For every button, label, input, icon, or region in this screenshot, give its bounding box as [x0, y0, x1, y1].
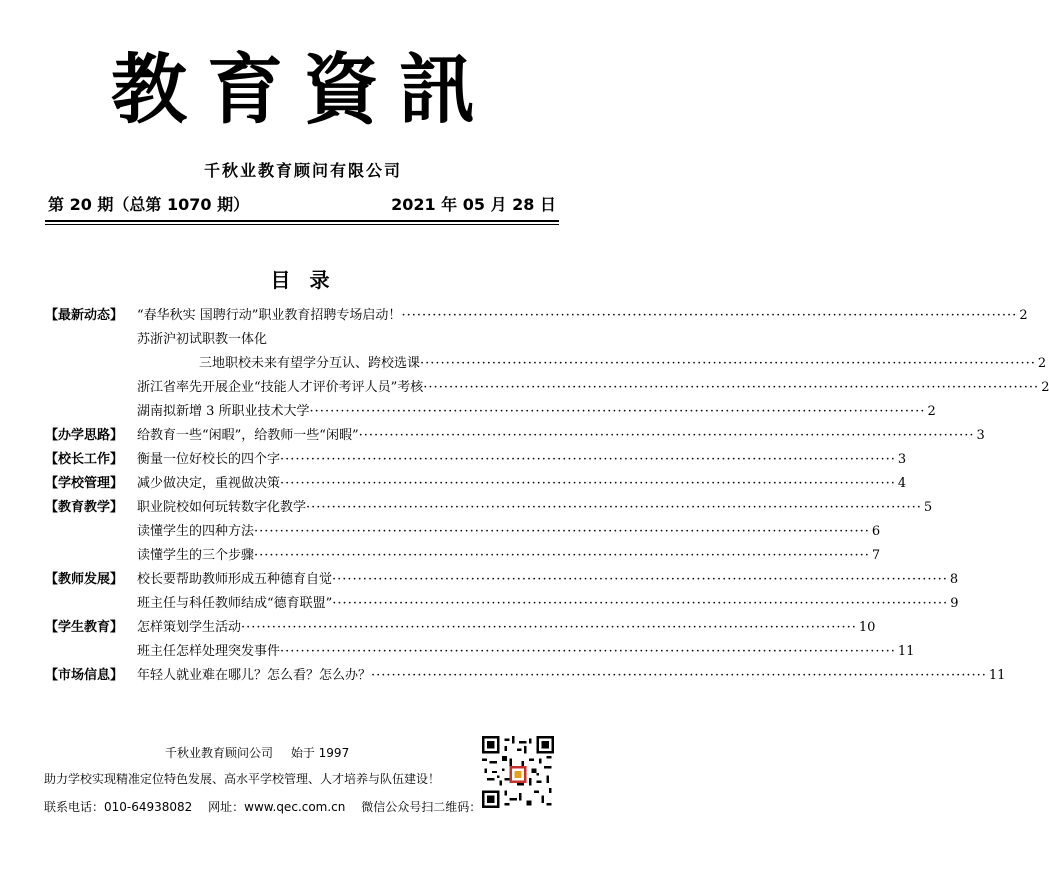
footer-slogan: 助力学校实现精准定位特色发展、高水平学校管理、人才培养与队伍建设！ [44, 772, 441, 786]
toc-row [45, 400, 936, 424]
toc-page-number: 11 [988, 668, 1006, 683]
toc-entry[interactable] [137, 376, 1049, 400]
toc-entry-title: 年轻人就业难在哪儿？怎么看？怎么办？ [137, 668, 372, 683]
toc-row [45, 376, 1049, 400]
header-rule-thick [45, 220, 559, 222]
toc-entry-title: 班主任怎样处理突发事件 [137, 644, 281, 659]
toc-entry-title: 校长要帮助教师形成五种德育自觉 [137, 572, 333, 587]
toc-entry[interactable] [137, 328, 557, 352]
toc-page-number: 4 [897, 476, 907, 491]
toc-row [45, 640, 915, 664]
toc-entry-title: 衡量一位好校长的四个字 [137, 452, 281, 467]
toc-row [45, 520, 881, 544]
toc-entry-title: 读懂学生的四种方法 [137, 524, 255, 539]
toc-leader-dots: ························································································································ [332, 596, 949, 611]
toc-page-number: 3 [976, 428, 985, 443]
toc-leader-dots: ························································································································ [280, 644, 896, 659]
toc-category: 【最新动态】 [45, 308, 124, 323]
toc-entry[interactable] [137, 640, 915, 664]
footer-wechat: 微信公众号扫二维码： [361, 800, 482, 814]
toc-entry-title: 怎样策划学生活动 [137, 620, 242, 635]
toc-entry-title: 减少做决定，重视做决策 [137, 476, 281, 491]
toc-row [45, 616, 876, 640]
toc-row [45, 568, 959, 592]
toc-row [45, 424, 985, 448]
toc-entry[interactable] [137, 616, 876, 640]
toc-entry[interactable] [137, 424, 985, 448]
toc-row [45, 328, 557, 352]
toc-leader-dots: ························································································································ [280, 452, 896, 467]
toc-leader-dots: ························································································································ [420, 356, 1036, 371]
toc-page-number: 8 [949, 572, 959, 587]
company-name: 千秋业教育顾问有限公司 [203, 161, 402, 180]
toc-category: 【教育教学】 [45, 500, 124, 515]
toc-leader-dots: ························································································································ [371, 668, 987, 683]
toc-entry[interactable] [137, 400, 936, 424]
toc-leader-dots: ························································································································ [401, 308, 1018, 323]
toc-category: 【市场信息】 [45, 668, 124, 683]
toc-page-number: 10 [858, 620, 876, 635]
footer-since: 始于 1997 [290, 746, 350, 760]
toc-page-number: 2 [1041, 380, 1049, 395]
toc-title: 目 录 [270, 268, 336, 292]
toc-page-number: 7 [871, 548, 881, 563]
toc-row [45, 448, 907, 472]
toc-entry-title: 给教育一些“闲暇”，给教师一些“闲暇” [137, 428, 359, 443]
toc-page-number: 6 [871, 524, 881, 539]
toc-page-number: 5 [923, 500, 933, 515]
toc-leader-dots: ························································································································ [254, 524, 870, 539]
toc-entry-title: 三地职校未来有望学分互认、跨校选课 [199, 356, 421, 371]
footer-org-line [165, 744, 349, 761]
toc-entry[interactable] [137, 664, 1006, 688]
toc-entry[interactable] [137, 496, 933, 520]
toc-row [45, 544, 881, 568]
toc-entry-title: 读懂学生的三个步骤 [137, 548, 255, 563]
issue-date: 2021 年 05 月 28 日 [391, 195, 556, 214]
toc-page-number: 3 [897, 452, 907, 467]
toc-page-number: 9 [950, 596, 959, 611]
toc-entry[interactable] [137, 544, 881, 568]
toc-row [45, 664, 1006, 688]
header-rule-thin [45, 224, 559, 225]
toc-entry[interactable] [137, 472, 907, 496]
toc-entry-title: 职业院校如何玩转数字化教学 [137, 500, 307, 515]
toc-row [45, 592, 959, 616]
wechat-qr-code-icon [482, 736, 554, 808]
toc-entry[interactable] [137, 568, 959, 592]
toc-row [45, 304, 1028, 328]
toc-category: 【学校管理】 [45, 476, 124, 491]
toc-category: 【办学思路】 [45, 428, 124, 443]
footer-phone: 联系电话：010-64938082 [44, 800, 193, 814]
toc-category: 【学生教育】 [45, 620, 124, 635]
toc-row [45, 496, 933, 520]
toc-entry[interactable] [199, 352, 1047, 376]
toc-leader-dots: ························································································································ [309, 404, 926, 419]
toc-entry[interactable] [137, 304, 1028, 328]
toc-leader-dots: ························································································································ [358, 428, 975, 443]
toc-leader-dots: ························································································································ [254, 548, 870, 563]
toc-row [45, 472, 907, 496]
footer-contact-line [44, 798, 481, 815]
issue-number: 第 20 期（总第 1070 期） [48, 195, 250, 214]
masthead-title: 教育資訊 [111, 45, 495, 134]
toc-entry[interactable] [137, 520, 881, 544]
toc-entry-title: 浙江省率先开展企业“技能人才评价考评人员”考核 [137, 380, 424, 395]
toc-leader-dots: ························································································································ [241, 620, 857, 635]
toc-category: 【校长工作】 [45, 452, 124, 467]
toc-leader-dots: ························································································································ [306, 500, 922, 515]
toc-entry[interactable] [137, 592, 959, 616]
toc-leader-dots: ························································································································ [423, 380, 1040, 395]
toc-page-number: 11 [897, 644, 915, 659]
toc-entry-title: “春华秋实 国聘行动”职业教育招聘专场启动！ [137, 308, 402, 323]
toc-page-number: 2 [1019, 308, 1028, 323]
toc-entry-title: 班主任与科任教师结成“德育联盟” [137, 596, 333, 611]
footer-website: 网址：www.qec.com.cn [208, 800, 346, 814]
toc-page-number: 2 [927, 404, 936, 419]
toc-entry[interactable] [137, 448, 907, 472]
toc-page-number: 2 [1037, 356, 1047, 371]
toc-entry-title: 苏浙沪初试职教一体化 [137, 332, 268, 347]
toc-category: 【教师发展】 [45, 572, 124, 587]
toc-entry-title: 湖南拟新增 3 所职业技术大学 [137, 404, 310, 419]
footer-org: 千秋业教育顾问公司 [165, 746, 274, 760]
toc-leader-dots: ························································································································ [280, 476, 896, 491]
toc-leader-dots: ························································································································ [332, 572, 948, 587]
issue-row [48, 192, 556, 218]
table-of-contents [45, 304, 1049, 688]
toc-row [45, 352, 1047, 376]
